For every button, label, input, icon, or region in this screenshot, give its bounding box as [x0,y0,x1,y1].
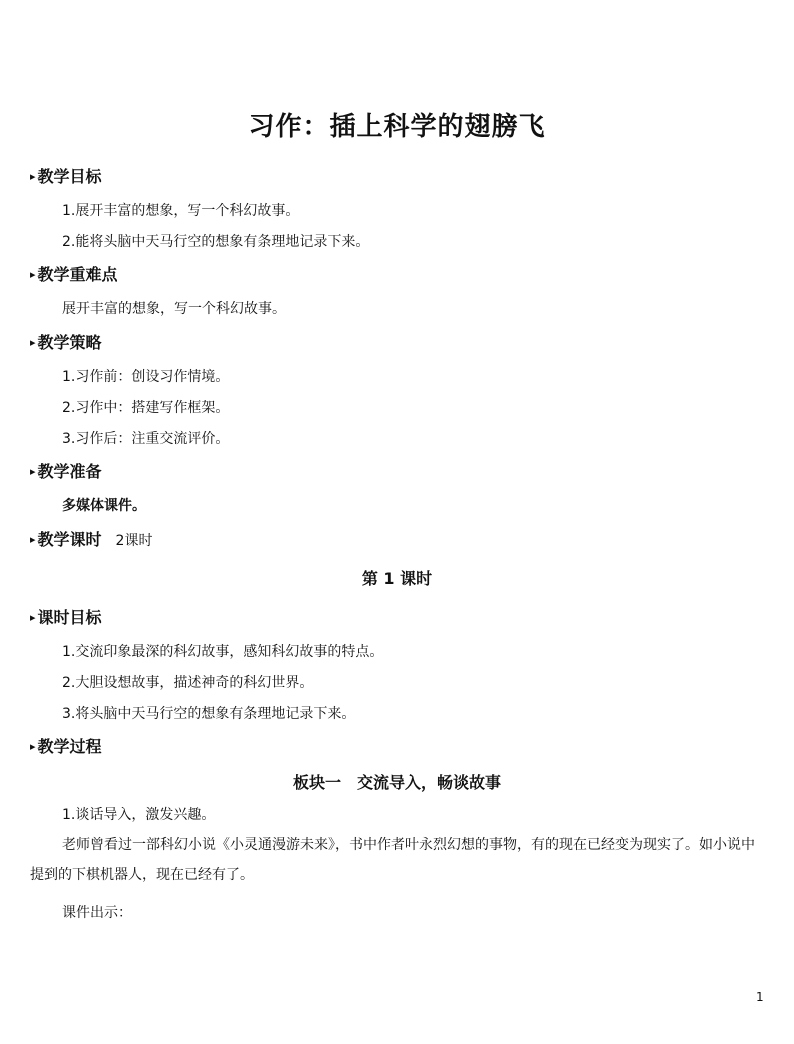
lesson-title: 第 1 课时 [361,569,433,588]
section-heading-strategies: ▸ 教学策略 [30,333,102,352]
section-heading-objectives: ▸ 教学目标 [30,167,102,186]
courseware-label: 课件出示： [62,905,132,921]
lesson-objective-item: 3.将头脑中天马行空的想象有条理地记录下来。 [62,706,356,722]
page-number: 1 [756,990,764,1004]
section-heading-process: ▸ 教学过程 [30,737,102,756]
triangle-bullet-icon: ▸ [30,336,36,349]
strategy-item: 3.习作后：注重交流评价。 [62,431,230,447]
section-heading-preparation: ▸ 教学准备 [30,462,102,481]
triangle-bullet-icon: ▸ [30,611,36,624]
hours-value: 2课时 [115,533,153,549]
lesson-objective-item: 2.大胆设想故事，描述神奇的科幻世界。 [62,675,314,691]
preparation-text: 多媒体课件。 [62,498,146,514]
objective-item: 1.展开丰富的想象，写一个科幻故事。 [62,203,300,219]
triangle-bullet-icon: ▸ [30,170,36,183]
section-heading-lesson-objectives: ▸ 课时目标 [30,608,102,627]
objective-item: 2.能将头脑中天马行空的想象有条理地记录下来。 [62,234,370,250]
triangle-bullet-icon: ▸ [30,268,36,281]
section-heading-key-points: ▸ 教学重难点 [30,265,118,284]
process-paragraph: 老师曾看过一部科幻小说《小灵通漫游未来》，书中作者叶永烈幻想的事物，有的现在已经变为现实了。如小说中提到的下棋机器人，现在已经有了。 [30,837,755,883]
strategy-item: 1.习作前：创设习作情境。 [62,369,230,385]
lesson-objective-item: 1.交流印象最深的科幻故事，感知科幻故事的特点。 [62,644,384,660]
triangle-bullet-icon: ▸ [30,465,36,478]
strategy-item: 2.习作中：搭建写作框架。 [62,400,230,416]
document-title: 习作：插上科学的翅膀飞 [248,112,546,142]
block-title: 板块一 交流导入，畅谈故事 [292,773,501,792]
key-points-text: 展开丰富的想象，写一个科幻故事。 [62,301,286,317]
triangle-bullet-icon: ▸ [30,533,36,546]
process-step: 1.谈话导入，激发兴趣。 [62,807,216,823]
triangle-bullet-icon: ▸ [30,740,36,753]
section-heading-hours: ▸ 教学课时 2课时 [30,530,153,549]
